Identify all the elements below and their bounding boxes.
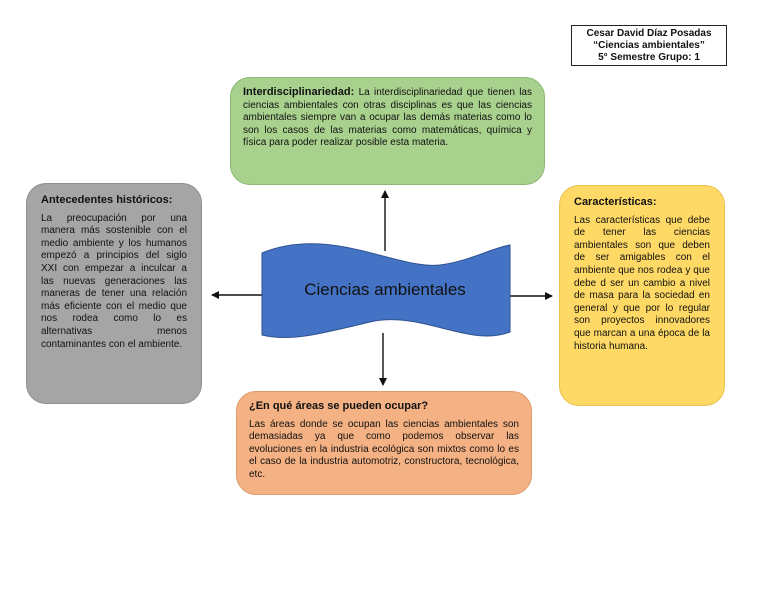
interdisciplinariedad-box: [230, 77, 545, 185]
antecedentes-text: La preocupación por una manera más sostenible con el medio ambiente y los humanos empezó a principios del siglo XXI con empezar a inculcar a las nuevas generaciones las maneras de tener una relación más eficiente con el medio que nos rodea como lo es alternativas menos contaminantes con el ambiente.: [41, 212, 187, 350]
areas-box: [236, 391, 532, 495]
center-title: Ciencias ambientales: [304, 280, 466, 299]
caracteristicas-title: Características:: [574, 196, 657, 208]
caracteristicas-box: [559, 185, 725, 406]
areas-title: ¿En qué áreas se pueden ocupar?: [249, 400, 429, 412]
author-group: 5° Semestre Grupo: 1: [598, 52, 700, 63]
antecedentes-box: [26, 183, 202, 404]
interdisciplinariedad-text: La interdisciplinariedad que tienen las ciencias ambientales con otras disciplinas es que las ciencias ambientales siempre van a ocupar las demás materias como lo son los casos de las materias como matemáticas, química y física para poder realizar posible esta materia.: [243, 87, 532, 149]
caracteristicas-text: Las características que debe de tener las ciencias ambientales son que deben de ser amigables con el ambiente que nos rodea y que debe d ser un cambio a nivel de masa para la sociedad en general y que por lo regular son proyectos innovadores que marcan a una época de la historia humana.: [574, 214, 710, 352]
author-subject: “Ciencias ambientales”: [593, 40, 705, 51]
areas-text: Las áreas donde se ocupan las ciencias ambientales son demasiadas ya que como podemos observar las evoluciones en la industria ecológica son mixtos como lo es el caso de la industria automotriz, constructora, tecnológica, etc.: [249, 418, 519, 480]
author-name: Cesar David Díaz Posadas: [586, 28, 712, 39]
interdisciplinariedad-title: Interdisciplinariedad:: [243, 86, 355, 98]
antecedentes-title: Antecedentes históricos:: [41, 194, 173, 206]
